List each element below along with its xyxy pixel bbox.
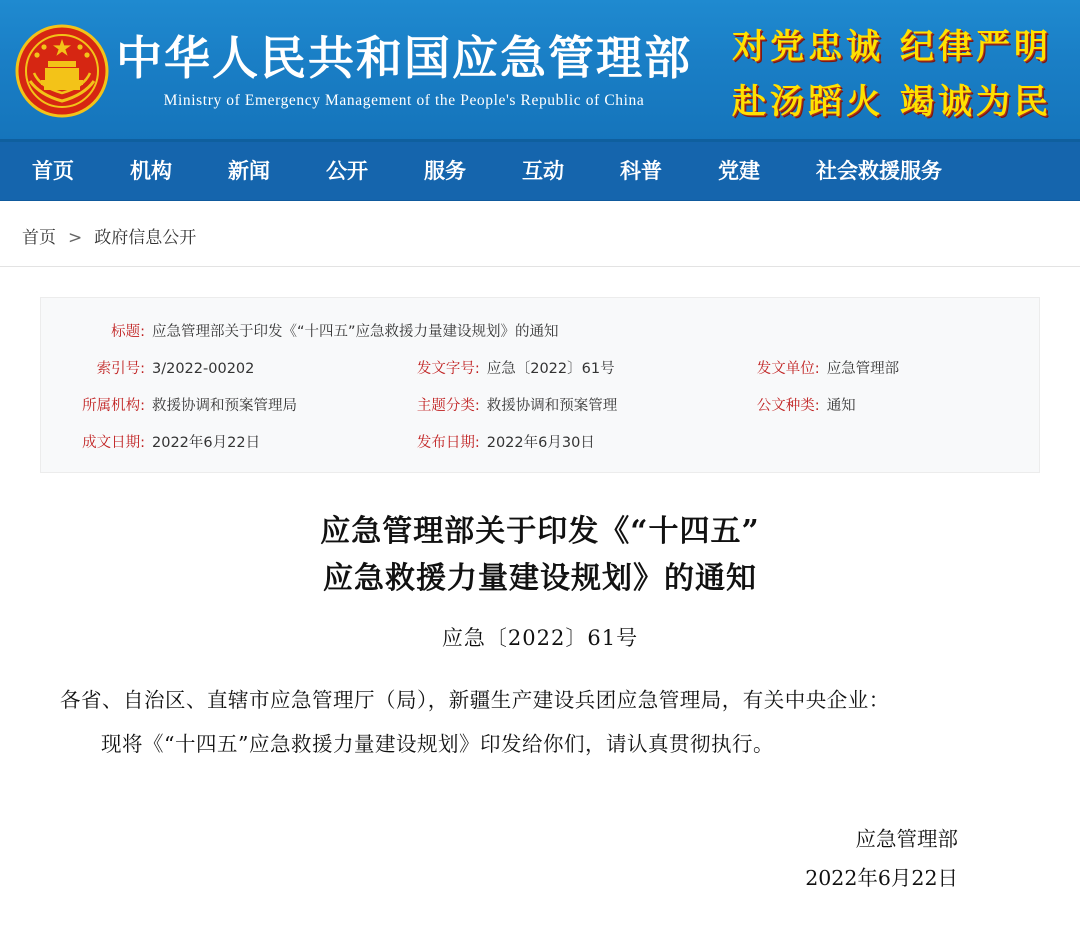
metadata-field-category <box>417 394 757 415</box>
document-body <box>60 509 1020 898</box>
metadata-label: 公文种类: <box>756 398 820 414</box>
metadata-label: 主题分类: <box>416 398 480 414</box>
metadata-label: 发布日期: <box>416 435 480 451</box>
metadata-label: 发文字号: <box>416 361 480 377</box>
breadcrumb-bar <box>0 201 1080 267</box>
metadata-value: 3/2022-00202 <box>152 361 255 377</box>
site-header <box>0 0 1080 142</box>
site-slogan <box>732 19 1052 123</box>
document-title-line-2: 应急救援力量建设规划》的通知 <box>323 560 757 596</box>
document-signature-date: 2022年6月22日 <box>805 865 958 890</box>
metadata-value: 2022年6月22日 <box>152 435 261 451</box>
main-navigation <box>0 142 1080 201</box>
metadata-field-title <box>67 320 1013 341</box>
metadata-value: 通知 <box>826 398 856 414</box>
slogan-line-2: 赴汤蹈火 竭诚为民 <box>732 82 1052 122</box>
document-number: 应急〔2022〕61号 <box>441 626 639 650</box>
nav-item-science[interactable]: 科普 <box>620 159 662 183</box>
nav-item-interaction[interactable]: 互动 <box>522 159 564 183</box>
document-paragraph-body: 现将《“十四五”应急救援力量建设规划》印发给你们，请认真贯彻执行。 <box>101 731 774 756</box>
site-title-block <box>116 32 692 111</box>
metadata-label: 成文日期: <box>82 435 145 451</box>
nav-item-org[interactable]: 机构 <box>130 159 172 183</box>
metadata-field-doc-type <box>757 394 1013 415</box>
metadata-field-department <box>67 394 417 415</box>
document-metadata <box>40 297 1040 473</box>
metadata-field-issuer <box>757 357 1013 378</box>
document-signature: 应急管理部 <box>855 826 958 851</box>
metadata-value: 2022年6月30日 <box>486 435 595 451</box>
metadata-label: 发文单位: <box>756 361 820 377</box>
metadata-field-publish-date <box>417 431 757 452</box>
breadcrumb <box>22 223 1080 248</box>
site-title-cn: 中华人民共和国应急管理部 <box>116 30 692 85</box>
metadata-value: 救援协调和预案管理 <box>486 398 618 414</box>
breadcrumb-separator: > <box>68 228 83 248</box>
china-national-emblem-icon <box>14 23 110 119</box>
metadata-row <box>67 394 1013 415</box>
nav-item-news[interactable]: 新闻 <box>228 159 270 183</box>
site-title-en: Ministry of Emergency Management of the People's Republic of China <box>163 92 645 110</box>
metadata-field-index <box>67 357 417 378</box>
document-title-line-1: 应急管理部关于印发《“十四五” <box>320 514 760 549</box>
breadcrumb-current: 政府信息公开 <box>94 228 197 248</box>
metadata-row <box>67 357 1013 378</box>
nav-item-service[interactable]: 服务 <box>424 159 466 183</box>
metadata-label: 标题: <box>111 324 145 340</box>
metadata-field-doc-number <box>417 357 757 378</box>
metadata-row <box>67 431 1013 452</box>
nav-item-party[interactable]: 党建 <box>718 159 760 183</box>
document-paragraph-recipients: 各省、自治区、直辖市应急管理厅（局），新疆生产建设兵团应急管理局，有关中央企业： <box>60 688 890 712</box>
metadata-value: 应急管理部关于印发《“十四五”应急救援力量建设规划》的通知 <box>152 324 559 340</box>
document-title <box>60 509 1020 602</box>
nav-item-home[interactable]: 首页 <box>32 159 74 183</box>
metadata-value: 应急管理部 <box>826 361 900 377</box>
document-signature-block <box>60 820 1020 898</box>
breadcrumb-home[interactable]: 首页 <box>22 228 56 248</box>
metadata-value: 应急〔2022〕61号 <box>486 361 615 377</box>
metadata-label: 所属机构: <box>82 398 145 414</box>
metadata-row <box>67 320 1013 341</box>
metadata-value: 救援协调和预案管理局 <box>152 398 297 414</box>
nav-item-disclosure[interactable]: 公开 <box>326 159 368 183</box>
metadata-field-written-date <box>67 431 417 452</box>
metadata-label: 索引号: <box>96 361 145 377</box>
nav-item-social-rescue[interactable]: 社会救援服务 <box>816 159 942 183</box>
slogan-line-1: 对党忠诚 纪律严明 <box>732 27 1052 67</box>
